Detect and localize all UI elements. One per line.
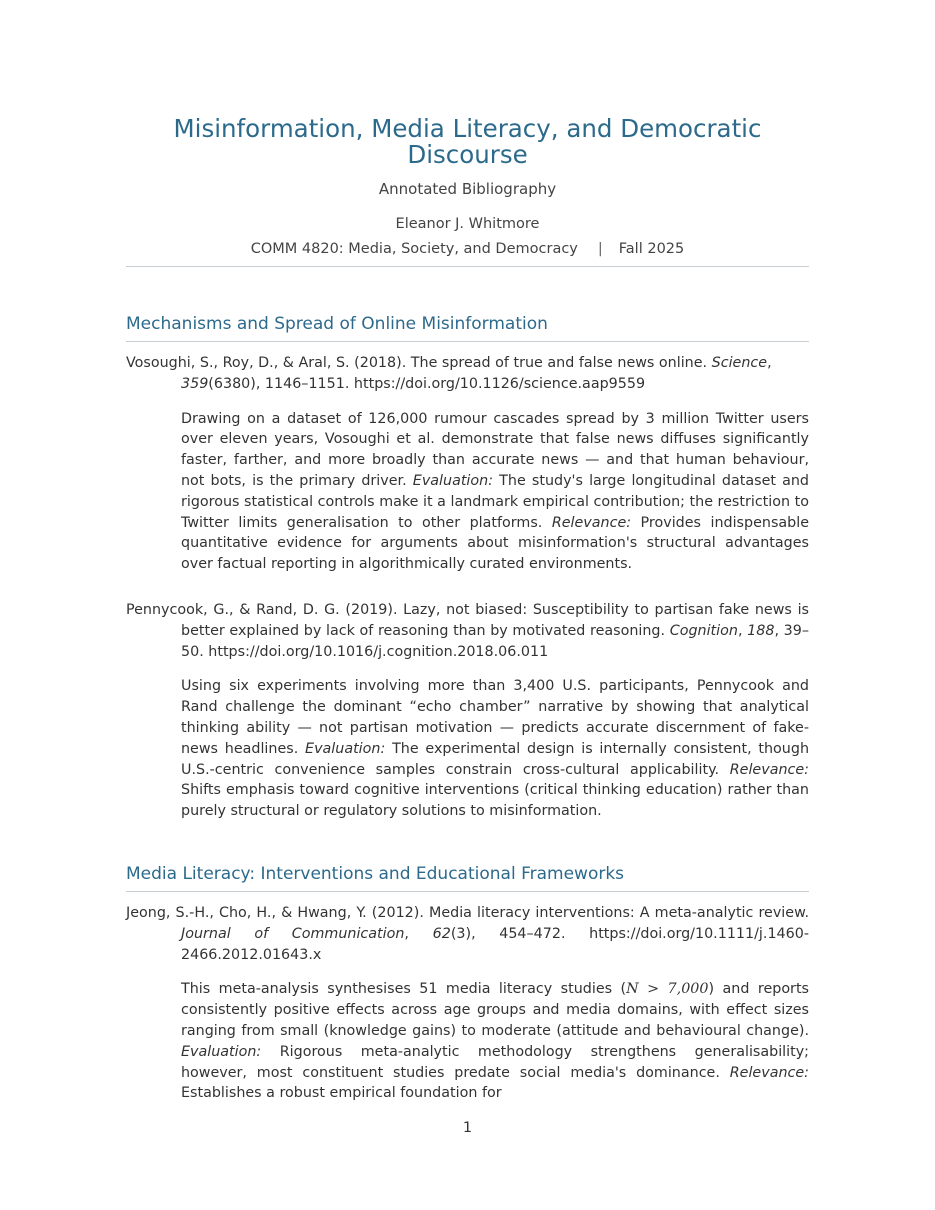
section-media-literacy	[126, 863, 809, 892]
relevance-text: Provides indispensable quantitative evidence for arguments about misinformation's structural advantages over factual reporting in algorithmically curated environments.	[181, 514, 809, 573]
title-line-1: Misinformation, Media Literacy, and Democratic	[173, 114, 762, 143]
evaluation-label: Evaluation:	[305, 740, 386, 757]
citation-text: Vosoughi, S., Roy, D., & Aral, S. (2018). The spread of true and false news online.	[126, 355, 712, 371]
citation	[126, 353, 809, 395]
evaluation-text: The experimental design is internally consistent, though U.S.-centric convenience samples constrain cross-cultural applicability.	[181, 740, 810, 778]
section-heading: Media Literacy: Interventions and Educational Frameworks	[126, 863, 809, 892]
volume-number: 188	[747, 622, 775, 639]
journal-name: Cognition	[669, 622, 738, 639]
journal-name: Journal of Communication	[181, 925, 405, 942]
title-block	[126, 116, 809, 259]
citation-text: Pennycook, G., & Rand, D. G. (2019). Lazy, not biased: Susceptibility to partisan fake news is better explained by lack of reasoning than by motivated reasoning.	[126, 602, 809, 639]
section-heading: Mechanisms and Spread of Online Misinformation	[126, 313, 809, 342]
title-line-2: Discourse	[407, 140, 528, 169]
course-separator: |	[597, 241, 603, 257]
page-number: 1	[462, 1120, 473, 1136]
citation	[126, 903, 809, 965]
journal-name: Science	[711, 355, 768, 371]
citation-details: , 39–50. https://doi.org/10.1016/j.cognition.2018.06.011	[181, 622, 809, 660]
citation-punct: ,	[737, 622, 748, 639]
citation-punct: ,	[404, 925, 433, 942]
relevance-text: Shifts emphasis toward cognitive interventions (critical thinking education) rather than purely structural or regulatory solutions to misinformation.	[181, 782, 809, 820]
citation-text: Jeong, S.-H., Cho, H., & Hwang, Y. (2012). Media literacy interventions: A meta-analytic review.	[126, 905, 809, 921]
relevance-label: Relevance:	[729, 761, 809, 778]
evaluation-label: Evaluation:	[181, 1043, 262, 1060]
section-mechanisms	[126, 313, 809, 342]
evaluation-text: Rigorous meta-analytic methodology strengthens generalisability; however, most constituent studies predate social media's dominance.	[181, 1043, 809, 1081]
annotation-summary-lead: This meta-analysis synthesises 51 media literacy studies (	[181, 981, 627, 998]
sample-size-expression: N > 7,000	[626, 981, 709, 998]
citation	[126, 600, 809, 662]
annotation	[181, 409, 809, 575]
course-term: Fall 2025	[618, 241, 685, 257]
relevance-label: Relevance:	[551, 514, 632, 531]
course-name: COMM 4820: Media, Society, and Democracy	[250, 241, 578, 257]
course-line	[126, 239, 809, 259]
document-title	[126, 116, 809, 168]
annotation	[181, 676, 809, 822]
annotation-summary: Using six experiments involving more than 3,400 U.S. participants, Pennycook and Rand challenge the dominant “echo chamber” narrative by showing that analytical thinking ability — not partisan motivation — predicts accurate discernment of fake-news headlines.	[181, 678, 809, 757]
author-name: Eleanor J. Whitmore	[395, 216, 540, 232]
evaluation-text: The study's large longitudinal dataset and rigorous statistical controls make it a landmark empirical contribution; the restriction to Twitter limits generalisation to other platforms.	[181, 472, 809, 531]
bibliography-entry	[126, 353, 809, 575]
document-subtitle: Annotated Bibliography	[378, 180, 557, 198]
volume-number: 62	[432, 925, 451, 942]
citation-details: (6380), 1146–1151. https://doi.org/10.1126/science.aap9559	[208, 375, 646, 392]
annotation-summary: Drawing on a dataset of 126,000 rumour cascades spread by 3 million Twitter users over eleven years, Vosoughi et al. demonstrate that false news diffuses significantly faster, farther, and more broadly than accurate news — and that human behaviour, not bots, is the primary driver.	[181, 410, 809, 489]
relevance-label: Relevance:	[729, 1064, 809, 1081]
title-divider	[126, 266, 809, 267]
citation-punct: ,	[767, 355, 772, 371]
volume-number: 359	[181, 375, 209, 392]
annotation	[181, 979, 809, 1104]
relevance-text: Establishes a robust empirical foundation for	[181, 1085, 502, 1102]
bibliography-entry	[126, 903, 809, 1104]
evaluation-label: Evaluation:	[412, 472, 494, 489]
bibliography-entry	[126, 600, 809, 822]
annotation-summary: ) and reports consistently positive effects across age groups and media domains, with effect sizes ranging from small (knowledge gains) to moderate (attitude and behavioural change).	[181, 981, 809, 1039]
citation-details: (3), 454–472. https://doi.org/10.1111/j.1460-2466.2012.01643.x	[181, 925, 809, 963]
